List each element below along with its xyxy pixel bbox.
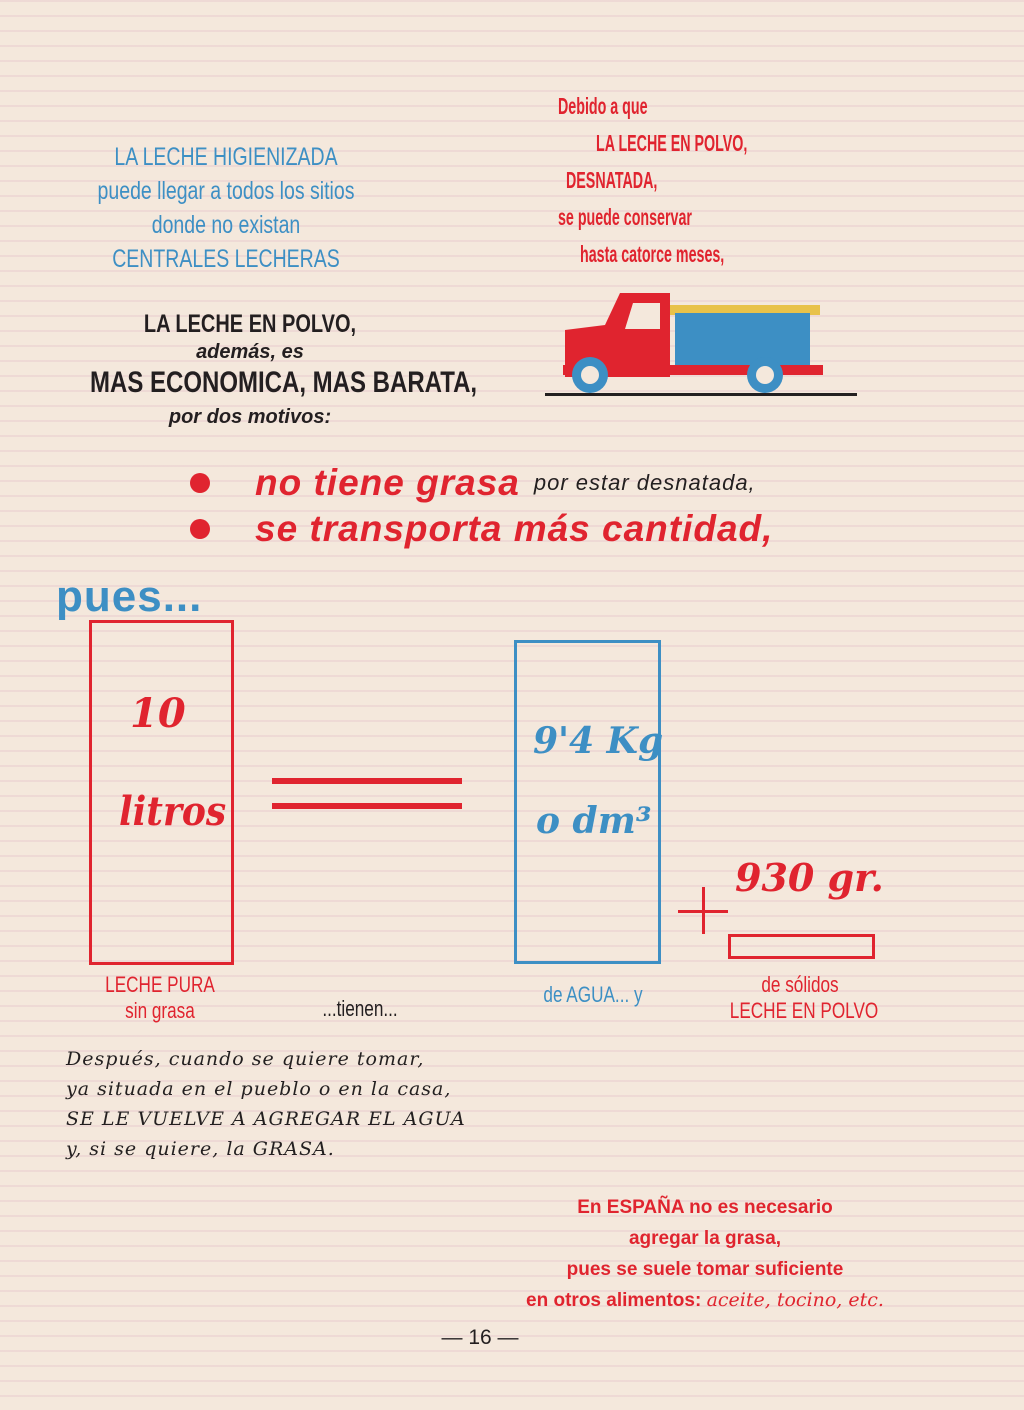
caption-leche-line-1: LECHE PURA (105, 972, 215, 997)
bullet-2-main: se transporta más cantidad, (255, 508, 774, 549)
espana-note (470, 1192, 940, 1316)
intro-right-text (548, 88, 778, 273)
bullet-row-2 (190, 508, 773, 550)
plus-icon-bar (678, 910, 728, 913)
caption-leche (80, 972, 240, 1024)
despues-line-2: ya situada en el pueblo o en la casa, (66, 1078, 452, 1100)
bullet-1-extra: por estar desnatada, (533, 470, 756, 495)
truck-illustration (545, 285, 865, 405)
intro-right-line-4: se puede conservar (558, 204, 692, 230)
intro-left-line-4: CENTRALES LECHERAS (112, 245, 340, 273)
liters-unit: litros (118, 788, 227, 835)
bullet-1-main: no tiene grasa (255, 462, 520, 503)
intro-left-line-3: donde no existan (151, 211, 301, 239)
truck-rear-hub (756, 366, 774, 384)
despues-line-1: Después, cuando se quiere tomar, (66, 1048, 425, 1070)
caption-tienen-text: ...tienen... (322, 996, 398, 1021)
bullet-dot-icon (190, 473, 210, 493)
bullet-row-1 (190, 462, 756, 504)
truck-front-hub (581, 366, 599, 384)
polvo-line-3: MAS ECONOMICA, MAS BARATA, (90, 366, 478, 399)
equals-bar-top (272, 778, 462, 784)
polvo-block (50, 310, 478, 429)
despues-line-4: y, si se quiere, la GRASA. (66, 1138, 335, 1160)
caption-leche-line-2: sin grasa (125, 998, 195, 1023)
espana-line-4-bold: en otros alimentos: (526, 1290, 702, 1311)
polvo-line-2: además, es (196, 341, 304, 363)
water-weight: 9'4 Kg (533, 720, 664, 762)
liters-number: 10 (130, 690, 186, 737)
solids-weight: 930 gr. (735, 855, 884, 900)
espana-line-3: pues se suele tomar suficiente (566, 1259, 844, 1280)
solids-box (728, 934, 875, 959)
intro-left-text (56, 140, 396, 276)
intro-right-line-1: Debido a que (558, 93, 648, 119)
despues-paragraph (66, 1044, 626, 1164)
road-line (545, 393, 857, 396)
caption-agua-text: de AGUA... y (543, 982, 643, 1007)
intro-left-line-1: LA LECHE HIGIENIZADA (114, 143, 338, 171)
caption-solidos (710, 972, 890, 1024)
espana-line-4-italic: aceite, tocino, etc. (706, 1289, 884, 1311)
intro-right-line-5: hasta catorce meses, (580, 241, 725, 267)
pues-heading: pues... (56, 572, 203, 621)
caption-agua (513, 982, 673, 1008)
page-number: — 16 — (441, 1326, 519, 1349)
intro-left-line-2: puede llegar a todos los sitios (97, 177, 355, 205)
equals-bar-bottom (272, 803, 462, 809)
caption-solidos-line-1: de sólidos (761, 972, 839, 997)
bullet-dot-icon (190, 519, 210, 539)
caption-tienen (280, 996, 440, 1022)
espana-line-1: En ESPAÑA no es necesario (577, 1197, 833, 1218)
polvo-line-1: LA LECHE EN POLVO, (143, 310, 357, 338)
despues-line-3: SE LE VUELVE A AGREGAR EL AGUA (66, 1108, 466, 1130)
polvo-line-4: por dos motivos: (168, 406, 332, 428)
water-volume: o dm³ (536, 800, 652, 842)
caption-solidos-line-2: LECHE EN POLVO (729, 998, 879, 1023)
espana-line-4 (470, 1285, 940, 1316)
espana-line-2: agregar la grasa, (628, 1228, 782, 1249)
intro-right-line-3: DESNATADA, (566, 167, 658, 193)
intro-right-line-2: LA LECHE EN POLVO, (596, 130, 748, 156)
